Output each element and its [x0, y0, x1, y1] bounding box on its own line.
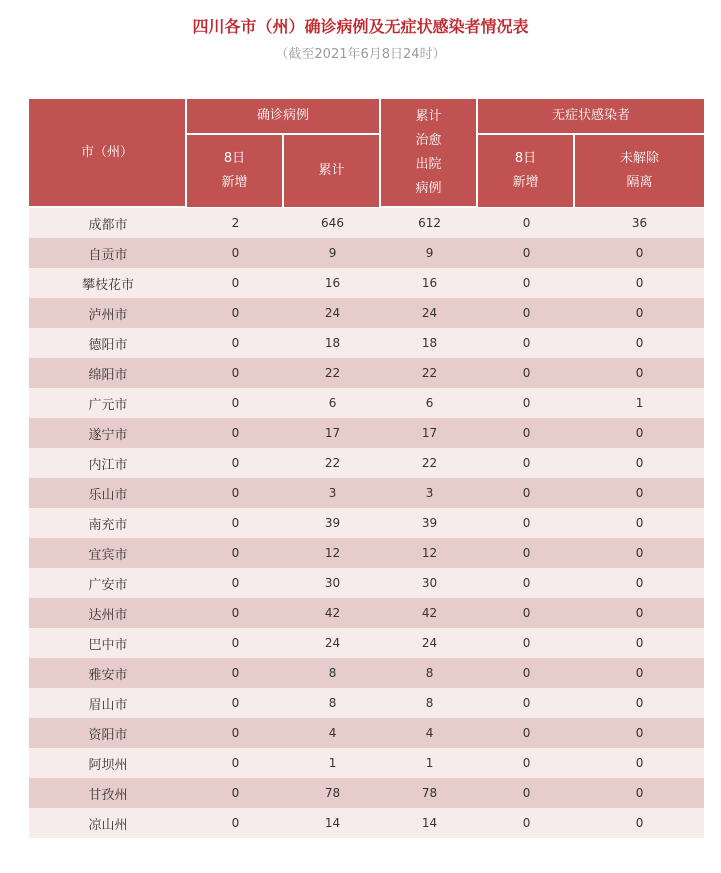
- cell-city: 资阳市: [29, 718, 187, 748]
- table-row: [29, 418, 704, 448]
- cell-confirmed-new: 0: [187, 478, 284, 508]
- cell-city: 眉山市: [29, 688, 187, 718]
- cell-city: 遂宁市: [29, 418, 187, 448]
- cell-confirmed-total: 4: [284, 718, 381, 748]
- cell-confirmed-new: 0: [187, 388, 284, 418]
- cell-confirmed-new: 0: [187, 688, 284, 718]
- header-cured-line2: 治愈: [415, 132, 442, 148]
- cell-cured: 9: [381, 238, 478, 268]
- cell-confirmed-new: 0: [187, 418, 284, 448]
- cell-confirmed-total: 1: [284, 748, 381, 778]
- cell-confirmed-total: 14: [284, 808, 381, 838]
- header-asymptomatic-group: 无症状感染者: [478, 99, 704, 135]
- cell-asy-new: 0: [478, 478, 575, 508]
- cell-asy-new: 0: [478, 568, 575, 598]
- header-confirmed-group: 确诊病例: [187, 99, 381, 135]
- cell-cured: 612: [381, 208, 478, 238]
- table-row: [29, 628, 704, 658]
- cell-asy-unreleased: 0: [575, 508, 704, 538]
- table-row: [29, 238, 704, 268]
- table-row: [29, 538, 704, 568]
- cell-asy-unreleased: 0: [575, 358, 704, 388]
- cell-city: 攀枝花市: [29, 268, 187, 298]
- cell-asy-unreleased: 0: [575, 448, 704, 478]
- cell-confirmed-new: 0: [187, 568, 284, 598]
- cell-cured: 24: [381, 298, 478, 328]
- cell-asy-unreleased: 0: [575, 268, 704, 298]
- cell-city: 德阳市: [29, 328, 187, 358]
- cell-asy-unreleased: 0: [575, 538, 704, 568]
- cell-cured: 42: [381, 598, 478, 628]
- cell-cured: 4: [381, 718, 478, 748]
- cell-asy-new: 0: [478, 808, 575, 838]
- page-subtitle: （截至2021年6月8日24时）: [275, 47, 446, 62]
- table-row: [29, 778, 704, 808]
- cell-asy-unreleased: 0: [575, 688, 704, 718]
- cell-asy-new: 0: [478, 268, 575, 298]
- cell-confirmed-total: 78: [284, 778, 381, 808]
- header-cured: [381, 99, 478, 208]
- table-row: [29, 208, 704, 238]
- cell-city: 绵阳市: [29, 358, 187, 388]
- cell-asy-new: 0: [478, 658, 575, 688]
- cell-confirmed-total: 16: [284, 268, 381, 298]
- cell-asy-new: 0: [478, 358, 575, 388]
- cell-cured: 16: [381, 268, 478, 298]
- table-row: [29, 568, 704, 598]
- cell-asy-unreleased: 0: [575, 628, 704, 658]
- cell-confirmed-new: 0: [187, 268, 284, 298]
- cell-city: 内江市: [29, 448, 187, 478]
- cell-confirmed-total: 30: [284, 568, 381, 598]
- header-asy-unreleased-line2: 隔离: [626, 175, 653, 190]
- table-row: [29, 358, 704, 388]
- table-row: [29, 298, 704, 328]
- cell-cured: 22: [381, 448, 478, 478]
- cell-asy-new: 0: [478, 328, 575, 358]
- cell-city: 自贡市: [29, 238, 187, 268]
- cell-confirmed-new: 0: [187, 328, 284, 358]
- cell-asy-new: 0: [478, 388, 575, 418]
- cell-asy-unreleased: 0: [575, 658, 704, 688]
- cell-cured: 17: [381, 418, 478, 448]
- cell-asy-unreleased: 1: [575, 388, 704, 418]
- cell-city: 雅安市: [29, 658, 187, 688]
- cell-asy-unreleased: 0: [575, 718, 704, 748]
- cell-city: 南充市: [29, 508, 187, 538]
- cell-cured: 8: [381, 688, 478, 718]
- cell-cured: 8: [381, 658, 478, 688]
- cell-cured: 14: [381, 808, 478, 838]
- header-cured-line1: 累计: [415, 108, 442, 124]
- cell-confirmed-new: 0: [187, 538, 284, 568]
- cell-asy-new: 0: [478, 778, 575, 808]
- cell-cured: 39: [381, 508, 478, 538]
- table-row: [29, 808, 704, 838]
- header-asy-unreleased-line1: 未解除: [620, 151, 660, 166]
- cell-asy-new: 0: [478, 688, 575, 718]
- table-row: [29, 658, 704, 688]
- header-asy-new: [478, 135, 575, 208]
- cell-confirmed-total: 3: [284, 478, 381, 508]
- cell-confirmed-new: 0: [187, 448, 284, 478]
- cell-confirmed-new: 2: [187, 208, 284, 238]
- table-row: [29, 748, 704, 778]
- cell-city: 广安市: [29, 568, 187, 598]
- cell-city: 广元市: [29, 388, 187, 418]
- cell-asy-new: 0: [478, 748, 575, 778]
- cell-confirmed-new: 0: [187, 298, 284, 328]
- cell-city: 乐山市: [29, 478, 187, 508]
- cell-confirmed-new: 0: [187, 508, 284, 538]
- cell-asy-unreleased: 36: [575, 208, 704, 238]
- table-row: [29, 328, 704, 358]
- table-row: [29, 688, 704, 718]
- cell-asy-new: 0: [478, 418, 575, 448]
- cell-confirmed-total: 22: [284, 358, 381, 388]
- header-confirmed-new-line2: 新增: [221, 175, 248, 190]
- cell-cured: 12: [381, 538, 478, 568]
- cell-cured: 78: [381, 778, 478, 808]
- cell-asy-unreleased: 0: [575, 238, 704, 268]
- cell-asy-unreleased: 0: [575, 418, 704, 448]
- covid-cases-table: [29, 99, 704, 838]
- cell-asy-unreleased: 0: [575, 478, 704, 508]
- cell-cured: 24: [381, 628, 478, 658]
- cell-city: 成都市: [29, 208, 187, 238]
- cell-confirmed-new: 0: [187, 628, 284, 658]
- cell-confirmed-total: 39: [284, 508, 381, 538]
- header-confirmed-total: 累计: [284, 135, 381, 208]
- cell-asy-new: 0: [478, 448, 575, 478]
- table-row: [29, 508, 704, 538]
- cell-confirmed-total: 22: [284, 448, 381, 478]
- cell-confirmed-total: 9: [284, 238, 381, 268]
- cell-city: 阿坝州: [29, 748, 187, 778]
- header-confirmed-new: [187, 135, 284, 208]
- cell-cured: 22: [381, 358, 478, 388]
- header-asy-new-line2: 新增: [512, 175, 539, 190]
- cell-asy-new: 0: [478, 598, 575, 628]
- header-city: 市（州）: [29, 99, 187, 208]
- cell-asy-new: 0: [478, 628, 575, 658]
- table-row: [29, 448, 704, 478]
- cell-confirmed-total: 17: [284, 418, 381, 448]
- cell-confirmed-total: 6: [284, 388, 381, 418]
- cell-asy-unreleased: 0: [575, 808, 704, 838]
- cell-confirmed-new: 0: [187, 808, 284, 838]
- cell-asy-new: 0: [478, 538, 575, 568]
- cell-confirmed-total: 8: [284, 658, 381, 688]
- header-asy-new-line1: 8日: [514, 151, 537, 166]
- cell-confirmed-new: 0: [187, 718, 284, 748]
- cell-asy-unreleased: 0: [575, 778, 704, 808]
- table-row: [29, 268, 704, 298]
- cell-confirmed-total: 42: [284, 598, 381, 628]
- header-confirmed-new-line1: 8日: [223, 151, 246, 166]
- cell-city: 宜宾市: [29, 538, 187, 568]
- cell-confirmed-total: 24: [284, 298, 381, 328]
- cell-cured: 18: [381, 328, 478, 358]
- table-row: [29, 388, 704, 418]
- cell-asy-new: 0: [478, 298, 575, 328]
- cell-city: 巴中市: [29, 628, 187, 658]
- cell-confirmed-total: 12: [284, 538, 381, 568]
- cell-asy-unreleased: 0: [575, 598, 704, 628]
- cell-cured: 1: [381, 748, 478, 778]
- cell-asy-new: 0: [478, 208, 575, 238]
- table-body: [29, 208, 704, 838]
- cell-confirmed-total: 8: [284, 688, 381, 718]
- cell-confirmed-total: 18: [284, 328, 381, 358]
- cell-confirmed-new: 0: [187, 658, 284, 688]
- cell-city: 甘孜州: [29, 778, 187, 808]
- cell-city: 达州市: [29, 598, 187, 628]
- header-cured-line4: 病例: [415, 180, 442, 196]
- cell-asy-unreleased: 0: [575, 328, 704, 358]
- header-asy-unreleased: [575, 135, 704, 208]
- table-row: [29, 598, 704, 628]
- cell-asy-unreleased: 0: [575, 748, 704, 778]
- cell-city: 泸州市: [29, 298, 187, 328]
- cell-cured: 3: [381, 478, 478, 508]
- cell-asy-unreleased: 0: [575, 298, 704, 328]
- cell-asy-unreleased: 0: [575, 568, 704, 598]
- cell-confirmed-new: 0: [187, 238, 284, 268]
- table-row: [29, 718, 704, 748]
- cell-cured: 30: [381, 568, 478, 598]
- header-cured-line3: 出院: [415, 156, 442, 172]
- cell-asy-new: 0: [478, 238, 575, 268]
- cell-asy-new: 0: [478, 508, 575, 538]
- page-title: 四川各市（州）确诊病例及无症状感染者情况表: [192, 17, 529, 36]
- cell-confirmed-new: 0: [187, 358, 284, 388]
- cell-confirmed-new: 0: [187, 778, 284, 808]
- cell-city: 凉山州: [29, 808, 187, 838]
- cell-asy-new: 0: [478, 718, 575, 748]
- cell-confirmed-new: 0: [187, 598, 284, 628]
- cell-cured: 6: [381, 388, 478, 418]
- table-row: [29, 478, 704, 508]
- cell-confirmed-new: 0: [187, 748, 284, 778]
- cell-confirmed-total: 646: [284, 208, 381, 238]
- cell-confirmed-total: 24: [284, 628, 381, 658]
